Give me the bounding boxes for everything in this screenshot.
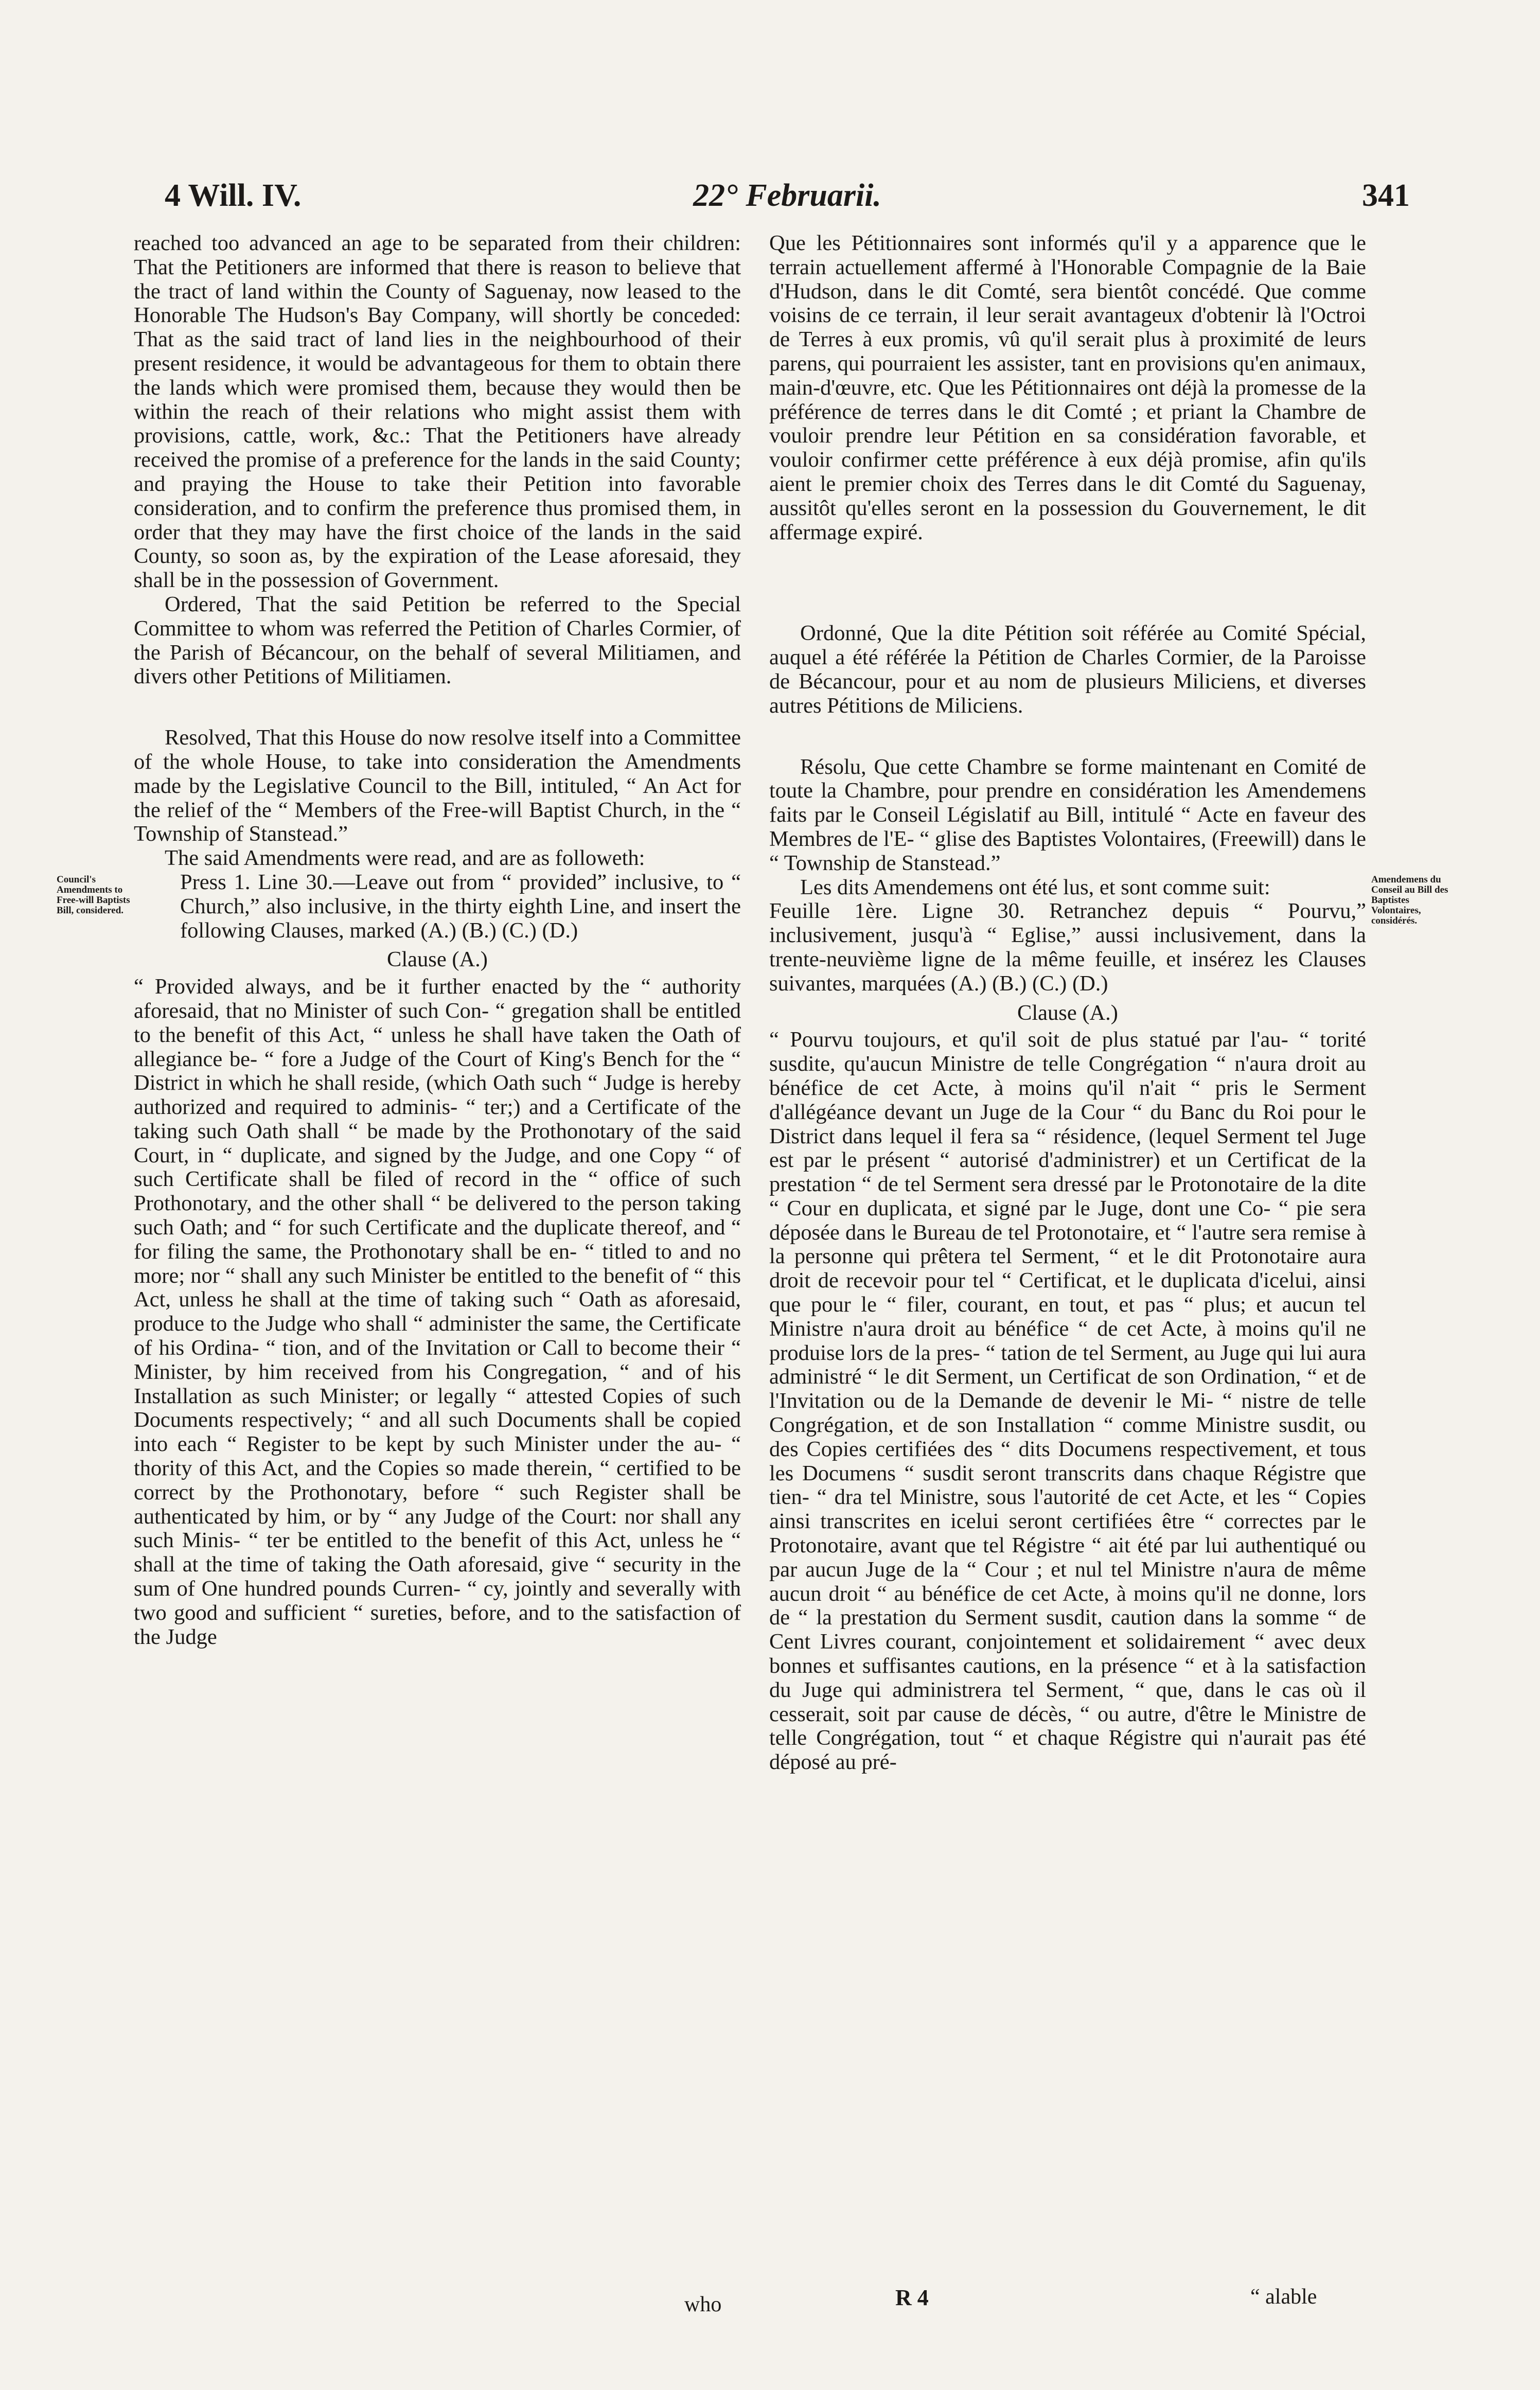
french-column (769, 232, 1366, 1775)
french-feuille-instruction: Feuille 1ère. Ligne 30. Retranchez depuis “ Pourvu,” inclusivement, jusqu'à “ Eglise,” aussi inclusivement, dans la trente-neuvième ligne de la même feuille, et insérez les Clauses suivantes, marquées (A.) (B.) (C.) (D.) (769, 899, 1366, 996)
signature-mark: R 4 (895, 2285, 929, 2310)
english-clause-title: Clause (A.) (387, 947, 488, 972)
french-petition-text: Que les Pétitionnaires sont informés qu'il y a apparence que le terrain actuellement affermé à l'Honorable Compagnie de la Baie d'Hudson, dans le dit Comté, sera bientôt concédé. Que comme voisins de ce terrain, il leur serait avantageux d'obtenir là l'Octroi de Terres à eux promis, vû qu'il serait plus à proximité de leurs parens, qui pourraient les assister, tant en provisions qu'en animaux, main-d'œuvre, etc. Que les Pétitionnaires ont déjà la promesse de la préférence de terres dans le dit Comté ; et priant la Chambre de vouloir prendre leur Pétition en sa considération favorable, et vouloir confirmer cette préférence à eux déjà promise, afin qu'ils aient le premier choix des Terres dans le dit Comté du Saguenay, aussitôt qu'elles seront en la possession du Gouvernement, le dit affermage expiré. (769, 231, 1366, 544)
margin-note-english: Council's Amendments to Free-will Baptists Bill, considered. (57, 874, 130, 916)
page-number: 341 (1362, 178, 1410, 213)
french-catchword: “ alable (1250, 2285, 1317, 2309)
french-clause-title: Clause (A.) (1017, 1000, 1118, 1025)
french-order-paragraph: Ordonné, Que la dite Pétition soit référée au Comité Spécial, auquel a été référée la Pétition de Charles Cormier, de la Paroisse de Bécancour, pour et au nom de plusieurs Miliciens, et diverses autres Pétitions de Miliciens. (769, 621, 1366, 718)
english-order-paragraph: Ordered, That the said Petition be referred to the Special Committee to whom was referred the Petition of Charles Cormier, of the Parish of Bécancour, on the behalf of several Militiamen, and divers other Petitions of Militiamen. (134, 592, 741, 689)
english-column (134, 232, 741, 1649)
date-heading: 22° Februarii. (693, 178, 881, 213)
french-clause-text: “ Pourvu toujours, et qu'il soit de plus statué par l'au- “ torité susdite, qu'aucun Ministre de telle Congrégation “ n'aura droit au bénéfice de cet Acte, à moins qu'il n'ait “ pris le Serment d'allégéance devant un Juge de la Cour “ du Banc du Roi pour le District dans lequel il fera sa “ résidence, (lequel Serment tel Juge est par le présent “ autorisé d'administrer) et un Certificat de la prestation “ de tel Serment sera dressé par le Protonotaire de la dite “ Cour en duplicata, et signé par le Juge, dont une Co- “ pie sera déposée dans le Bureau de tel Protonotaire, et “ l'autre sera remise à la personne qui prêtera tel Serment, “ et le dit Protonotaire aura droit de recevoir pour tel “ Certificat, et le duplicata d'icelui, ainsi que pour le “ filer, courant, en tout, et pas “ plus; et aucun tel Ministre n'aura droit au bénéfice “ de cet Acte, à moins qu'il ne produise lors de la pres- “ tation de tel Serment, au Juge qui lui aura administré “ le dit Serment, un Certificat de son Ordination, “ et de l'Invitation ou de la Demande de devenir le Mi- “ nistre de telle Congrégation, et de son Installation “ comme Ministre susdit, ou des Copies certifiées des “ dits Documens respectivement, et tous les Documens “ susdit seront transcrits dans chaque Régistre que tien- “ dra tel Ministre, sous l'autorité de cet Acte, et les “ Copies ainsi transcrites en icelui seront certifiées être “ correctes par le Protonotaire, avant que tel Régistre “ ait été par lui authentiqué ou par aucun Juge de la “ Cour ; et nul tel Ministre n'aura de même aucun droit “ au bénéfice de cet Acte, à moins qu'il ne donne, lors de “ la prestation du Serment susdit, caution dans la somme “ de Cent Livres courant, conjointement et solidairement “ avec deux bonnes et suffisantes cautions, en la présence “ et à la satisfaction du Juge qui administrera tel Serment, “ que, dans le cas où il cesserait, soit par cause de décès, “ ou autre, d'être le Ministre de telle Congrégation, tout “ et chaque Régistre qui n'aurait pas été déposé au pré- (769, 1028, 1366, 1775)
french-resolution-paragraph: Résolu, Que cette Chambre se forme maintenant en Comité de toute la Chambre, pour prendre en considération les Amendemens faits par le Conseil Législatif au Bill, intitulé “ Acte en faveur des Membres de l'E- “ glise des Baptistes Volontaires, (Freewill) dans le “ Township de Stanstead.” (769, 754, 1366, 875)
page-header (165, 178, 1410, 219)
english-resolution-paragraph: Resolved, That this House do now resolve itself into a Committee of the whole House, to take into consideration the Amendments made by the Legislative Council to the Bill, intituled, “ An Act for the relief of the “ Members of the Free-will Baptist Church, in the “ Township of Stanstead.” (134, 725, 741, 846)
english-petition-text: reached too advanced an age to be separated from their children: That the Petitioners are informed that there is reason to believe that the tract of land within the County of Saguenay, now leased to the Honorable The Hudson's Bay Company, will shortly be conceded: That as the said tract of land lies in the neighbourhood of their present residence, it would be advantageous for them to obtain there the lands which were promised them, because they would then be within the reach of their relations who might assist them with provisions, cattle, work, &c.: That the Petitioners have already received the promise of a preference for the lands in the said County; and praying the House to take their Petition into favorable consideration, and to confirm the preference thus promised them, in order that they may have the first choice of the lands in the said County, so soon as, by the expiration of the Lease aforesaid, they shall be in the possession of Government. (134, 231, 741, 593)
regnal-year: 4 Will. IV. (165, 178, 302, 213)
english-press-line-instruction: Press 1. Line 30.—Leave out from “ provided” inclusive, to “ Church,” also inclusive, in the thirty eighth Line, and insert the following Clauses, marked (A.) (B.) (C.) (D.) (180, 870, 741, 943)
english-catchword: who (684, 2293, 722, 2316)
english-clause-text: “ Provided always, and be it further enacted by the “ authority aforesaid, that no Minister of such Con- “ gregation shall be entitled to the benefit of this Act, “ unless he shall have taken the Oath of allegiance be- “ fore a Judge of the Court of King's Bench for the “ District in which he shall reside, (which Oath such “ Judge is hereby authorized and required to adminis- “ ter;) and a Certificate of the taking such Oath shall “ be made by the Prothonotary of the said Court, in “ duplicate, and signed by the Judge, and one Copy “ of such Certificate shall be filed of record in the “ office of such Prothonotary, and the other shall “ be delivered to the person taking such Oath; and “ for such Certificate and the duplicate thereof, and “ for filing the same, the Prothonotary shall be en- “ titled to and no more; nor “ shall any such Minister be entitled to the benefit of “ this Act, unless he shall at the time of taking such “ Oath as aforesaid, produce to the Judge who shall “ administer the same, the Certificate of his Ordina- “ tion, and of the Invitation or Call to become their “ Minister, by him received from his Congregation, “ and of his Installation as such Minister; or legally “ attested Copies of such Documents respectively; “ and all such Documents shall be copied into each “ Register to be kept by such Minister under the au- “ thority of this Act, and the Copies so made therein, “ certified to be correct by the Prothonotary, before “ such Register shall be authenticated by him, or by “ any Judge of the Court: nor shall any such Minis- “ ter be entitled to the benefit of this Act, unless he “ shall at the time of taking the Oath aforesaid, give “ security in the sum of One hundred pounds Curren- “ cy, jointly and severally with two good and sufficient “ sureties, before, and to the satisfaction of the Judge (134, 975, 741, 1649)
english-amendments-read: The said Amendments were read, and are as followeth: (165, 846, 645, 871)
french-amendments-read: Les dits Amendemens ont été lus, et sont comme suit: (800, 875, 1270, 899)
margin-note-french: Amendemens du Conseil au Bill des Baptistes Volontaires, considérés. (1371, 874, 1448, 926)
